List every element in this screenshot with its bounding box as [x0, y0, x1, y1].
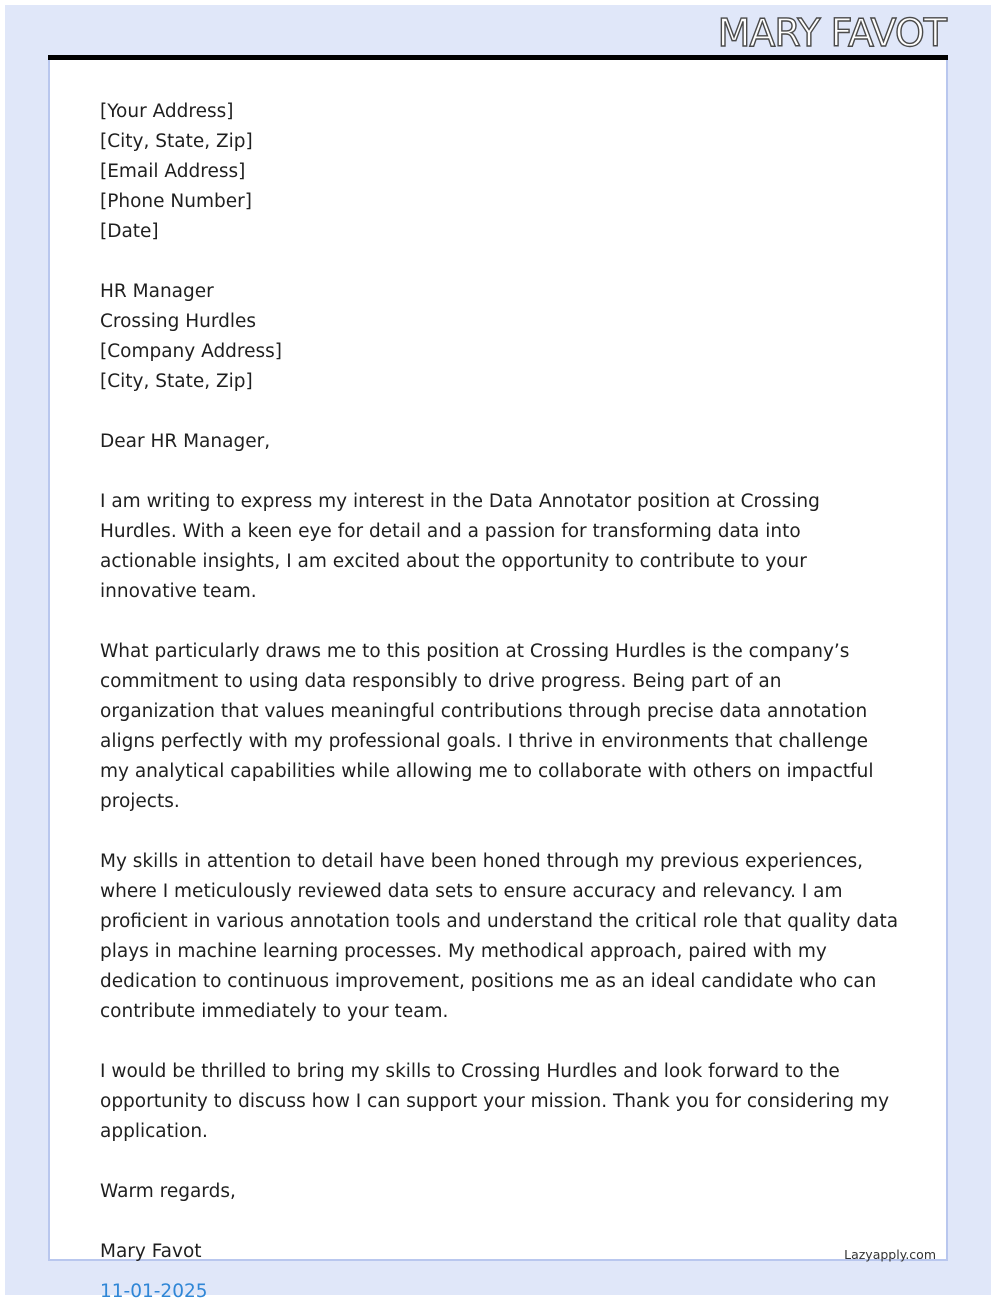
- letter-body: [100, 97, 900, 1307]
- closing: Warm regards,: [100, 1177, 900, 1207]
- sender-email: [Email Address]: [100, 157, 900, 187]
- recipient-title: HR Manager: [100, 277, 900, 307]
- spacer: [100, 607, 900, 637]
- footer-date: 11-01-2025: [100, 1277, 900, 1307]
- header-name: MARY FAVOT: [718, 14, 946, 52]
- spacer: [100, 397, 900, 427]
- sender-date: [Date]: [100, 217, 900, 247]
- recipient-address: [Company Address]: [100, 337, 900, 367]
- recipient-city-state-zip: [City, State, Zip]: [100, 367, 900, 397]
- body-paragraph: My skills in attention to detail have been honed through my previous experiences, where I meticulously reviewed data sets to ensure accuracy and relevancy. I am proficient in various annotation tools and understand the critical role that quality data plays in machine learning processes. My methodical approach, paired with my dedication to continuous improvement, positions me as an ideal candidate who can contribute immediately to your team.: [100, 847, 900, 1027]
- body-paragraph: I would be thrilled to bring my skills to Crossing Hurdles and look forward to the opportunity to discuss how I can support your mission. Thank you for considering my application.: [100, 1057, 900, 1147]
- spacer: [100, 1207, 900, 1237]
- spacer: [100, 1027, 900, 1057]
- signature-name: Mary Favot: [100, 1237, 900, 1267]
- body-paragraph: What particularly draws me to this position at Crossing Hurdles is the company’s commitment to using data responsibly to drive progress. Being part of an organization that values meaningful contributions through precise data annotation aligns perfectly with my professional goals. I thrive in environments that challenge my analytical capabilities while allowing me to collaborate with others on impactful projects.: [100, 637, 900, 817]
- spacer: [100, 457, 900, 487]
- watermark-link[interactable]: Lazyapply.com: [844, 1247, 936, 1262]
- spacer: [100, 247, 900, 277]
- salutation: Dear HR Manager,: [100, 427, 900, 457]
- recipient-company: Crossing Hurdles: [100, 307, 900, 337]
- spacer: [100, 1147, 900, 1177]
- sender-city-state-zip: [City, State, Zip]: [100, 127, 900, 157]
- sender-phone: [Phone Number]: [100, 187, 900, 217]
- body-paragraph: I am writing to express my interest in the Data Annotator position at Crossing Hurdles. With a keen eye for detail and a passion for transforming data into actionable insights, I am excited about the opportunity to contribute to your innovative team.: [100, 487, 900, 607]
- spacer: [100, 817, 900, 847]
- sender-address: [Your Address]: [100, 97, 900, 127]
